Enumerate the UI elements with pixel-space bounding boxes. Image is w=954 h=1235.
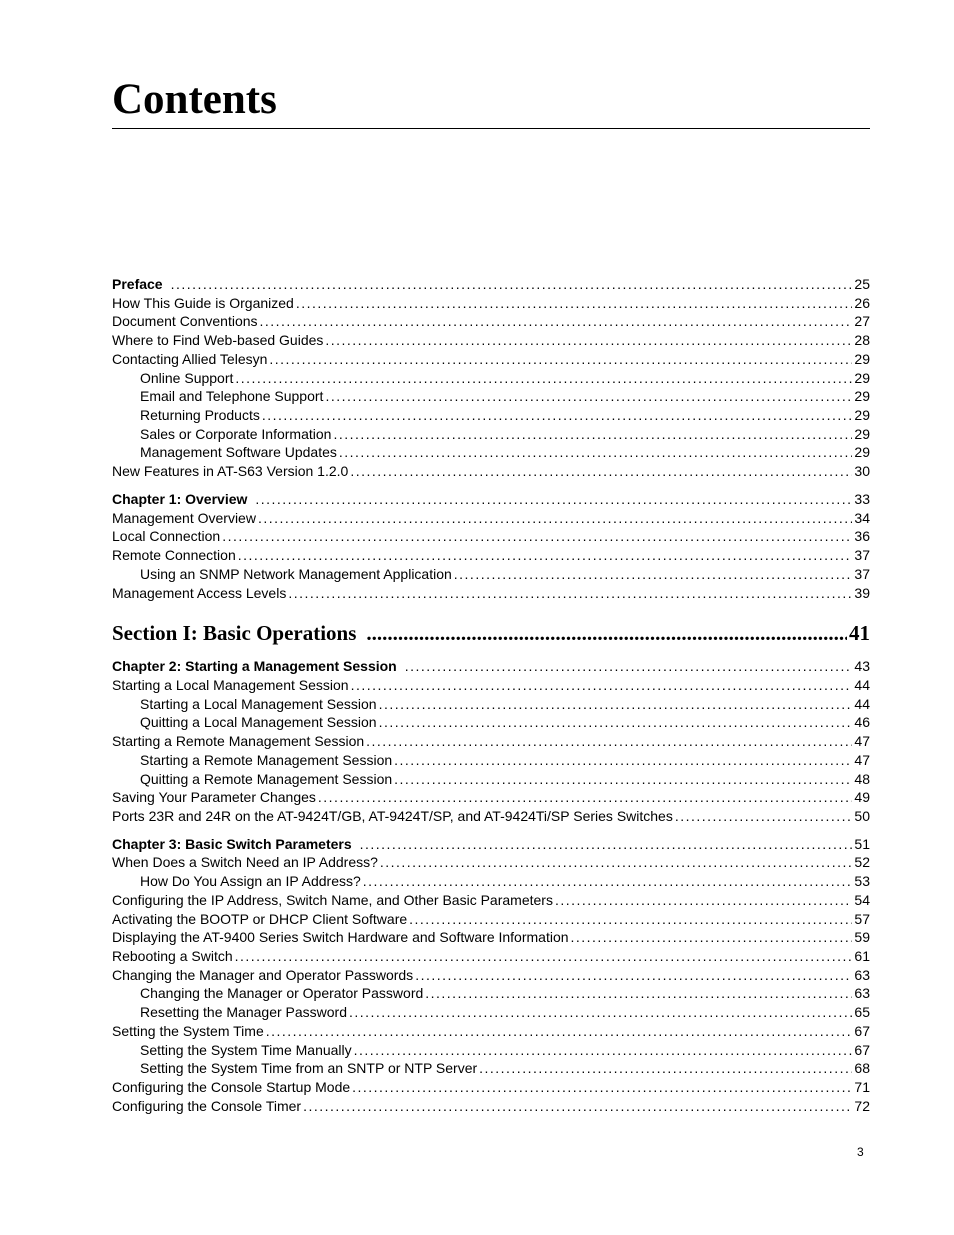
toc-leader bbox=[380, 853, 853, 872]
toc-leader bbox=[555, 891, 852, 910]
toc-page-number: 28 bbox=[854, 332, 870, 349]
toc-page-number: 41 bbox=[849, 621, 870, 646]
toc-group-chapter-3 bbox=[112, 835, 870, 1116]
toc-page-number: 48 bbox=[854, 770, 870, 787]
toc-page-number: 51 bbox=[854, 835, 870, 852]
toc-entry[interactable] bbox=[112, 406, 870, 425]
toc-entry[interactable] bbox=[112, 462, 870, 481]
toc-entry[interactable] bbox=[112, 387, 870, 406]
toc-group-chapter-1 bbox=[112, 490, 870, 602]
toc-entry-title: Remote Connection bbox=[112, 547, 236, 564]
toc-entry-title: Changing the Manager or Operator Password bbox=[140, 985, 424, 1002]
toc-entry[interactable] bbox=[112, 331, 870, 350]
toc-page-number: 34 bbox=[854, 509, 870, 526]
toc-page-number: 27 bbox=[854, 313, 870, 330]
toc-page-number: 72 bbox=[854, 1097, 870, 1114]
toc-entry-title: Configuring the Console Startup Mode bbox=[112, 1079, 351, 1096]
toc-page-number: 25 bbox=[854, 276, 870, 292]
toc-entry-title: Chapter 3: Basic Switch Parameters bbox=[112, 835, 352, 852]
toc-leader bbox=[325, 331, 852, 350]
toc-leader bbox=[379, 713, 853, 732]
toc-page-number: 39 bbox=[854, 584, 870, 601]
toc-entry-title: Sales or Corporate Information bbox=[140, 425, 332, 442]
toc-entry[interactable] bbox=[112, 565, 870, 584]
toc-entry[interactable] bbox=[112, 676, 870, 695]
toc-leader bbox=[262, 406, 853, 425]
table-of-contents bbox=[112, 275, 870, 1115]
toc-leader bbox=[454, 565, 853, 584]
toc-leader bbox=[269, 350, 852, 369]
toc-entry-title: When Does a Switch Need an IP Address? bbox=[112, 854, 378, 871]
toc-leader bbox=[255, 490, 852, 509]
toc-entry[interactable] bbox=[112, 509, 870, 528]
toc-section-title: Section I: Basic Operations bbox=[112, 621, 357, 646]
toc-entry-title: Configuring the Console Timer bbox=[112, 1097, 302, 1114]
toc-entry[interactable] bbox=[112, 312, 870, 331]
toc-entry[interactable] bbox=[112, 807, 870, 826]
toc-chapter-entry[interactable] bbox=[112, 835, 870, 854]
toc-entry-title: Starting a Local Management Session bbox=[140, 695, 377, 712]
toc-entry-title: Online Support bbox=[140, 369, 234, 386]
toc-entry[interactable] bbox=[112, 947, 870, 966]
toc-entry-title: Using an SNMP Network Management Application bbox=[140, 565, 452, 582]
toc-leader bbox=[409, 910, 852, 929]
toc-section-basic-operations[interactable] bbox=[112, 618, 870, 648]
toc-leader bbox=[366, 732, 852, 751]
toc-page-number: 54 bbox=[854, 891, 870, 908]
toc-leader bbox=[479, 1059, 852, 1078]
toc-entry-title: Email and Telephone Support bbox=[140, 388, 324, 405]
toc-entry[interactable] bbox=[112, 853, 870, 872]
toc-page-number: 63 bbox=[854, 966, 870, 983]
toc-entry[interactable] bbox=[112, 425, 870, 444]
toc-page-number: 49 bbox=[854, 789, 870, 806]
toc-entry[interactable] bbox=[112, 732, 870, 751]
toc-entry[interactable] bbox=[112, 294, 870, 313]
toc-leader bbox=[675, 807, 853, 826]
toc-page-number: 29 bbox=[854, 388, 870, 405]
toc-leader bbox=[379, 695, 853, 714]
toc-page-number: 37 bbox=[854, 565, 870, 582]
toc-entry[interactable] bbox=[112, 872, 870, 891]
toc-page-number: 26 bbox=[854, 294, 870, 311]
toc-leader bbox=[171, 275, 853, 294]
toc-leader bbox=[235, 947, 853, 966]
toc-leader bbox=[360, 835, 853, 854]
toc-page-number: 36 bbox=[854, 528, 870, 545]
toc-entry-title: Configuring the IP Address, Switch Name, and Other Basic Parameters bbox=[112, 891, 553, 908]
toc-chapter-entry[interactable] bbox=[112, 275, 870, 294]
title-rule bbox=[112, 128, 870, 129]
toc-entry[interactable] bbox=[112, 966, 870, 985]
toc-entry[interactable] bbox=[112, 695, 870, 714]
toc-entry-title: Document Conventions bbox=[112, 313, 258, 330]
toc-entry-title: Setting the System Time from an SNTP or NTP Server bbox=[140, 1060, 478, 1077]
toc-entry[interactable] bbox=[112, 984, 870, 1003]
toc-entry-title: Starting a Remote Management Session bbox=[112, 733, 365, 750]
toc-leader bbox=[333, 425, 852, 444]
toc-page-number: 63 bbox=[854, 985, 870, 1002]
toc-page-number: 43 bbox=[854, 658, 870, 675]
toc-leader bbox=[238, 546, 853, 565]
toc-leader bbox=[354, 1041, 853, 1060]
toc-leader bbox=[288, 584, 852, 603]
toc-leader bbox=[266, 1022, 853, 1041]
toc-entry[interactable] bbox=[112, 788, 870, 807]
toc-page-number: 33 bbox=[854, 490, 870, 507]
toc-page-number: 44 bbox=[854, 676, 870, 693]
toc-leader bbox=[425, 984, 852, 1003]
toc-entry-title: Management Overview bbox=[112, 509, 256, 526]
toc-leader bbox=[366, 618, 847, 648]
toc-page-number: 29 bbox=[854, 425, 870, 442]
toc-leader bbox=[318, 788, 853, 807]
toc-leader bbox=[363, 872, 853, 891]
toc-entry-title: Activating the BOOTP or DHCP Client Software bbox=[112, 910, 408, 927]
toc-page-number: 46 bbox=[854, 714, 870, 731]
toc-entry-title: Saving Your Parameter Changes bbox=[112, 789, 316, 806]
toc-entry-title: Starting a Local Management Session bbox=[112, 676, 349, 693]
toc-entry[interactable] bbox=[112, 527, 870, 546]
toc-entry-title: New Features in AT-S63 Version 1.2.0 bbox=[112, 463, 349, 480]
toc-page-number: 50 bbox=[854, 807, 870, 824]
toc-leader bbox=[571, 928, 853, 947]
toc-entry-title: Contacting Allied Telesyn bbox=[112, 350, 268, 367]
toc-entry-title: Chapter 2: Starting a Management Session bbox=[112, 658, 397, 675]
page-number: 3 bbox=[857, 1145, 864, 1159]
toc-page-number: 47 bbox=[854, 733, 870, 750]
toc-chapter-entry[interactable] bbox=[112, 657, 870, 676]
toc-page-number: 57 bbox=[854, 910, 870, 927]
toc-entry[interactable] bbox=[112, 751, 870, 770]
toc-entry-title: Where to Find Web-based Guides bbox=[112, 332, 324, 349]
toc-entry-title: Local Connection bbox=[112, 528, 221, 545]
toc-leader bbox=[296, 294, 853, 313]
toc-entry-title: Quitting a Remote Management Session bbox=[140, 770, 393, 787]
toc-entry-title: Quitting a Local Management Session bbox=[140, 714, 377, 731]
toc-entry[interactable] bbox=[112, 910, 870, 929]
toc-entry-title: Setting the System Time Manually bbox=[140, 1041, 352, 1058]
toc-entry-title: How Do You Assign an IP Address? bbox=[140, 873, 361, 890]
toc-entry[interactable] bbox=[112, 1097, 870, 1116]
toc-entry[interactable] bbox=[112, 584, 870, 603]
toc-entry-title: Resetting the Manager Password bbox=[140, 1004, 347, 1021]
toc-entry[interactable] bbox=[112, 1059, 870, 1078]
toc-entry[interactable] bbox=[112, 1022, 870, 1041]
toc-entry-title: Management Software Updates bbox=[140, 444, 337, 461]
toc-entry-title: Rebooting a Switch bbox=[112, 948, 233, 964]
toc-entry[interactable] bbox=[112, 1078, 870, 1097]
toc-page-number: 61 bbox=[854, 948, 870, 964]
toc-entry[interactable] bbox=[112, 1041, 870, 1060]
toc-page-number: 29 bbox=[854, 350, 870, 367]
toc-leader bbox=[350, 462, 852, 481]
toc-entry[interactable] bbox=[112, 443, 870, 462]
toc-page-number: 67 bbox=[854, 1022, 870, 1039]
toc-page-number: 52 bbox=[854, 854, 870, 871]
toc-entry[interactable] bbox=[112, 770, 870, 789]
toc-leader bbox=[349, 1003, 852, 1022]
toc-entry-title: Displaying the AT-9400 Series Switch Hardware and Software Information bbox=[112, 929, 569, 946]
toc-page-number: 30 bbox=[854, 463, 870, 480]
toc-page-number: 71 bbox=[854, 1079, 870, 1096]
toc-page-number: 44 bbox=[854, 695, 870, 712]
toc-leader bbox=[258, 509, 852, 528]
toc-entry-title: Starting a Remote Management Session bbox=[140, 751, 393, 768]
toc-group-preface bbox=[112, 275, 870, 481]
toc-entry-title: Changing the Manager and Operator Passwords bbox=[112, 966, 414, 983]
toc-entry[interactable] bbox=[112, 369, 870, 388]
toc-page-number: 68 bbox=[854, 1060, 870, 1077]
toc-page-number: 29 bbox=[854, 369, 870, 386]
toc-chapter-entry[interactable] bbox=[112, 490, 870, 509]
toc-page-number: 65 bbox=[854, 1004, 870, 1021]
toc-entry-title: Preface bbox=[112, 276, 163, 292]
toc-leader bbox=[352, 1078, 852, 1097]
toc-entry-title: Returning Products bbox=[140, 407, 260, 424]
toc-entry[interactable] bbox=[112, 546, 870, 565]
toc-group-chapter-2 bbox=[112, 657, 870, 825]
toc-entry[interactable] bbox=[112, 350, 870, 369]
toc-page-number: 67 bbox=[854, 1041, 870, 1058]
toc-page-number: 29 bbox=[854, 444, 870, 461]
toc-entry[interactable] bbox=[112, 891, 870, 910]
toc-entry-title: Ports 23R and 24R on the AT-9424T/GB, AT-9424T/SP, and AT-9424Ti/SP Series Switches bbox=[112, 807, 673, 824]
toc-leader bbox=[235, 369, 852, 388]
toc-leader bbox=[394, 770, 852, 789]
toc-leader bbox=[325, 387, 852, 406]
toc-leader bbox=[260, 312, 853, 331]
page-title: Contents bbox=[112, 76, 277, 123]
toc-leader bbox=[339, 443, 853, 462]
toc-entry-title: Management Access Levels bbox=[112, 584, 287, 601]
toc-page-number: 37 bbox=[854, 547, 870, 564]
toc-entry[interactable] bbox=[112, 1003, 870, 1022]
toc-entry[interactable] bbox=[112, 928, 870, 947]
toc-leader bbox=[405, 657, 853, 676]
toc-page-number: 59 bbox=[854, 929, 870, 946]
toc-leader bbox=[351, 676, 853, 695]
toc-page-number: 53 bbox=[854, 873, 870, 890]
toc-leader bbox=[394, 751, 852, 770]
toc-page-number: 29 bbox=[854, 407, 870, 424]
toc-leader bbox=[222, 527, 852, 546]
toc-entry-title: Chapter 1: Overview bbox=[112, 490, 248, 507]
toc-entry-title: How This Guide is Organized bbox=[112, 294, 294, 311]
toc-leader bbox=[415, 966, 852, 985]
toc-leader bbox=[303, 1097, 852, 1116]
toc-entry-title: Setting the System Time bbox=[112, 1022, 264, 1039]
toc-page-number: 47 bbox=[854, 751, 870, 768]
toc-entry[interactable] bbox=[112, 713, 870, 732]
